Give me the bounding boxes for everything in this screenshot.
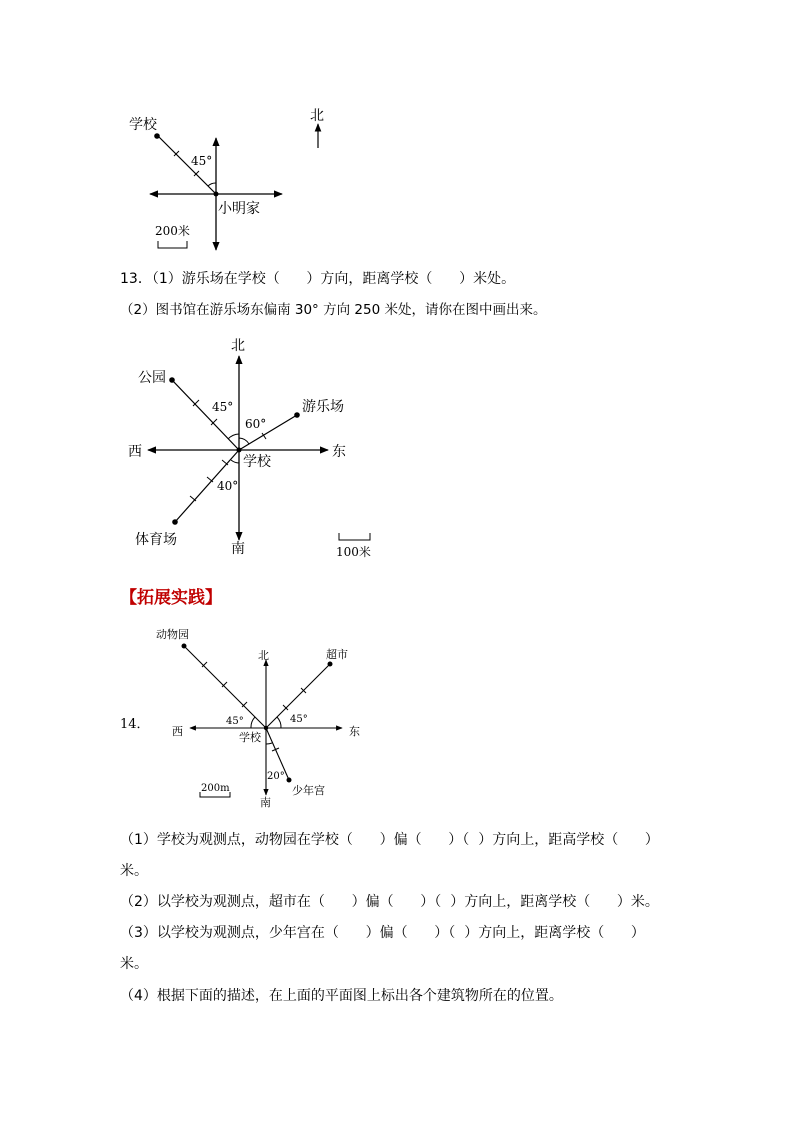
q13-line-2: （2）图书馆在游乐场东偏南 30° 方向 250 米处，请你在图中画出来。 xyxy=(120,302,547,318)
scale-label: 100米 xyxy=(336,545,371,559)
school-label: 学校 xyxy=(129,117,157,133)
north-label: 北 xyxy=(310,108,324,124)
amusement-label: 游乐场 xyxy=(302,399,344,415)
q14-line-3: （3）以学校为观测点，少年宫在（ ）偏（ ）（ ）方向上，距离学校（ ） xyxy=(120,925,645,941)
q14-line-1: （1）学校为观测点，动物园在学校（ ）偏（ ）（ ）方向上，距高学校（ ） xyxy=(120,832,659,848)
amusement-angle-label: 60° xyxy=(245,417,267,431)
angle-bottom-label: 20° xyxy=(267,771,285,782)
q14-line-3b: 米。 xyxy=(120,956,148,972)
q13-line-1: 13．（1）游乐场在学校（ ）方向，距离学校（ ）米处。 xyxy=(120,271,516,287)
stadium-label: 体育场 xyxy=(135,532,177,548)
supermarket-label: 超市 xyxy=(326,648,348,661)
angle-label: 45° xyxy=(191,154,213,168)
q14-number: 14． xyxy=(120,717,150,732)
home-label: 小明家 xyxy=(218,201,260,217)
park-label: 公园 xyxy=(138,370,166,386)
zoo-ray xyxy=(184,646,266,728)
angle-left-label: 45° xyxy=(226,716,244,727)
supermarket-point xyxy=(328,662,333,667)
section-title: 【拓展实践】 xyxy=(120,588,222,608)
q14-line-4: （4）根据下面的描述，在上面的平面图上标出各个建筑物所在的位置。 xyxy=(120,988,563,1004)
youth-palace-point xyxy=(287,778,292,783)
school-label: 学校 xyxy=(239,731,261,744)
zoo-label: 动物园 xyxy=(156,628,189,641)
north-label: 北 xyxy=(258,649,269,662)
stadium-angle-label: 40° xyxy=(217,479,239,493)
south-label: 南 xyxy=(260,796,271,809)
angle-arc xyxy=(251,717,255,728)
q14-line-2: （2）以学校为观测点，超市在（ ）偏（ ）（ ）方向上，距离学校（ ）米。 xyxy=(120,894,659,910)
youth-palace-label: 少年宫 xyxy=(292,784,325,797)
angle-arc xyxy=(266,743,272,744)
north-label: 北 xyxy=(231,338,245,354)
west-label: 西 xyxy=(172,725,183,738)
east-label: 东 xyxy=(349,725,360,738)
west-label: 西 xyxy=(128,444,142,460)
angle-arc xyxy=(277,717,281,728)
scale-label: 200米 xyxy=(155,224,190,238)
south-label: 南 xyxy=(231,541,245,557)
q14-line-1b: 米。 xyxy=(120,863,148,879)
park-angle-label: 45° xyxy=(212,400,234,414)
scale-label: 200m xyxy=(201,783,230,794)
zoo-point xyxy=(182,644,187,649)
east-label: 东 xyxy=(332,444,346,460)
angle-right-label: 45° xyxy=(290,714,308,725)
origin-point xyxy=(264,726,268,730)
school-label: 学校 xyxy=(243,454,271,470)
